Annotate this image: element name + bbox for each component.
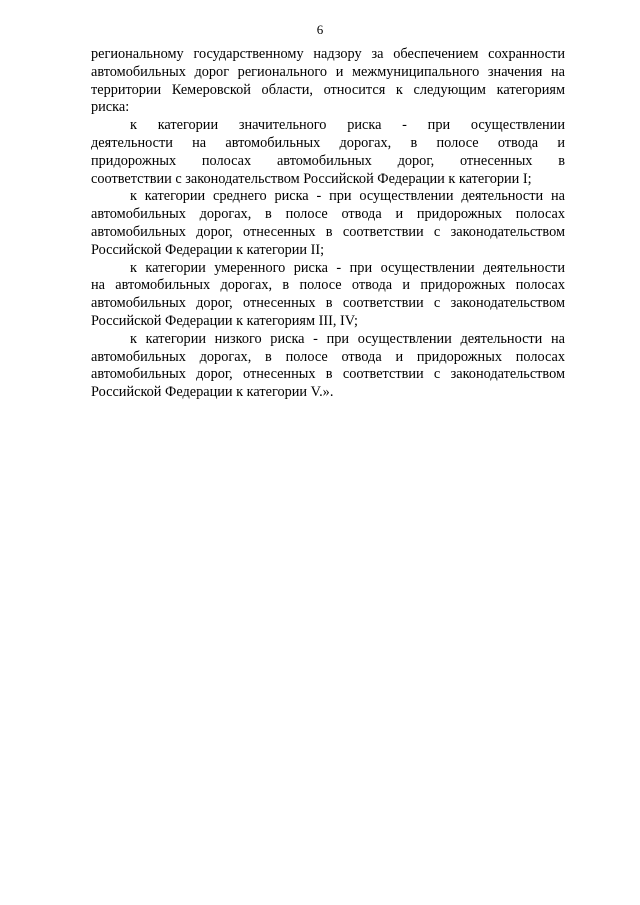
text-line: Российской Федерации к категориям III, IV; (91, 312, 359, 329)
text-line: деятельности на автомобильных дорогах, в полосе отвода и (91, 134, 565, 151)
paragraph-significant-risk (91, 117, 565, 188)
text-line: территории Кемеровской области, относится к следующим категориям (91, 81, 565, 98)
paragraph-medium-risk (91, 188, 565, 259)
text-line: риска: (91, 99, 130, 116)
paragraph-risk-intro (91, 46, 565, 117)
text-line: автомобильных дорог, отнесенных в соответствии с законодательством (91, 295, 565, 312)
text-line: к категории низкого риска - при осуществлении деятельности на (130, 330, 565, 347)
page-number: 6 (316, 22, 324, 37)
text-line: соответствии с законодательством Российской Федерации к категории I; (91, 170, 532, 187)
text-line: к категории умеренного риска - при осуществлении деятельности (130, 259, 565, 276)
text-line: автомобильных дорог регионального и межмуниципального значения на (91, 63, 565, 80)
text-line: Российской Федерации к категории V.». (91, 384, 334, 401)
text-line: автомобильных дорогах, в полосе отвода и придорожных полосах (91, 348, 565, 365)
text-line: на автомобильных дорогах, в полосе отвода и придорожных полосах (91, 277, 565, 294)
text-line: автомобильных дорог, отнесенных в соответствии с законодательством (91, 366, 565, 383)
document-body (91, 46, 565, 402)
paragraph-low-risk (91, 331, 565, 402)
text-line: Российской Федерации к категории II; (91, 241, 325, 258)
text-line: автомобильных дорог, отнесенных в соответствии с законодательством (91, 223, 565, 240)
text-line: к категории значительного риска - при осуществлении (130, 117, 565, 134)
text-line: к категории среднего риска - при осуществлении деятельности на (130, 188, 565, 205)
text-line: автомобильных дорогах, в полосе отвода и придорожных полосах (91, 206, 565, 223)
text-line: придорожных полосах автомобильных дорог, отнесенных в (91, 152, 565, 169)
paragraph-moderate-risk (91, 260, 565, 331)
text-line: региональному государственному надзору за обеспечением сохранности (91, 46, 565, 62)
